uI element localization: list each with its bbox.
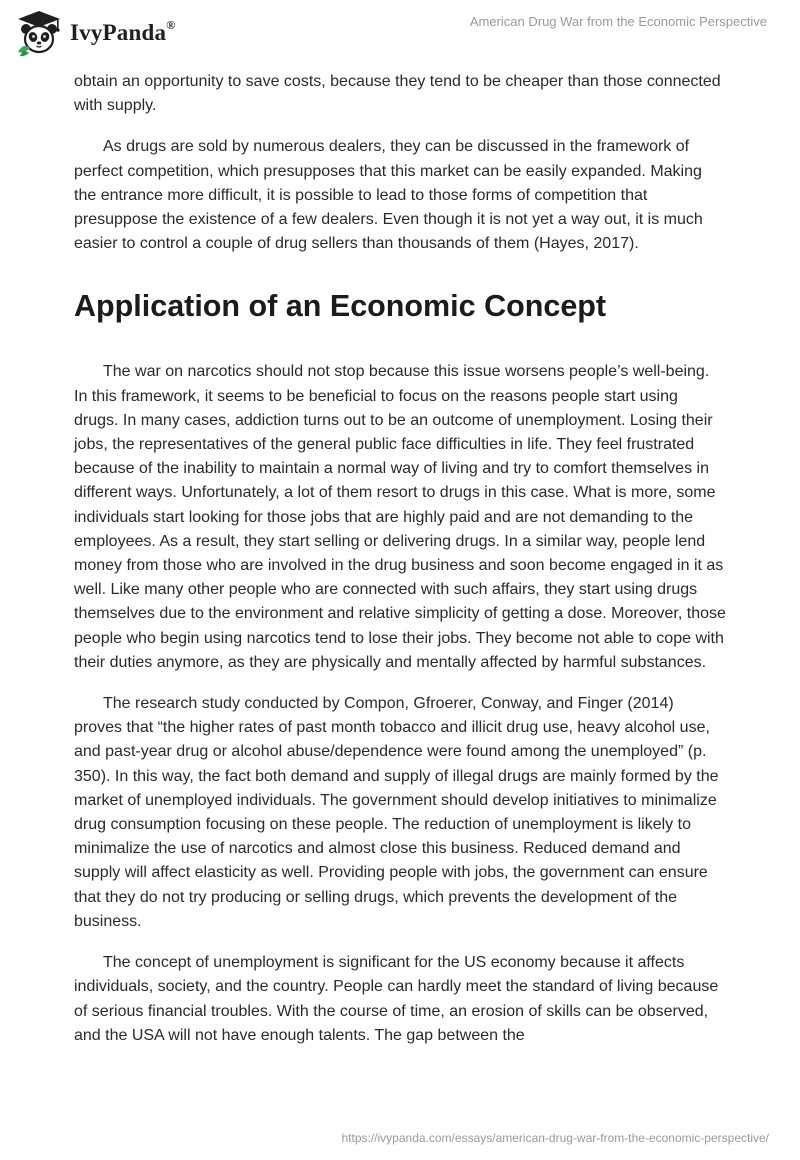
- section-heading: Application of an Economic Concept: [74, 289, 607, 324]
- source-url[interactable]: https://ivypanda.com/essays/american-drug-war-from-the-economic-perspective/: [341, 1131, 769, 1145]
- document-title: American Drug War from the Economic Perspective: [469, 14, 767, 29]
- paragraph-continued: obtain an opportunity to save costs, because they tend to be cheaper than those connected with supply.: [74, 73, 721, 115]
- paragraph-competition: As drugs are sold by numerous dealers, they can be discussed in the framework of perfect competition, which presupposes that this market can be easily expanded. Making the entrance more difficult, it is possible to lead to those forms of competition that presuppose the existence of a few dealers. Even though it is not yet a way out, it is much easier to control a couple of drug sellers than thousands of them (Hayes, 2017).: [74, 138, 703, 253]
- page-header: [0, 0, 800, 62]
- brand-name: IvyPanda®: [70, 18, 176, 45]
- essay-body: [74, 70, 726, 1065]
- paragraph-war-on-narcotics: The war on narcotics should not stop because this issue worsens people’s well-being. In this framework, it seems to be beneficial to focus on the reasons people start using drugs. In many cases, addiction turns out to be an outcome of unemployment. Losing their jobs, the representatives of the general public face difficulties in life. They feel frustrated because of the inability to maintain a normal way of living and try to comfort themselves in different ways. Unfortunately, a lot of them resort to drugs in this case. What is more, some individuals start looking for those jobs that are highly paid and are not demanding to the employees. As a result, they start selling or delivering drugs. In a similar way, people lend money from those who are involved in the drug business and soon become engaged in it as well. Like many other people who are connected with such affairs, they start using drugs themselves due to the environment and relative simplicity of getting a dose. Moreover, those people who begin using narcotics tend to lose their jobs. They become not able to cope with their duties anymore, as they are physically and mentally affected by harmful substances.: [74, 363, 726, 671]
- ivypanda-logo[interactable]: [14, 8, 175, 58]
- paragraph-unemployment-concept: The concept of unemployment is significant for the US economy because it affects individuals, society, and the country. People can hardly meet the standard of living because of serious financial troubles. With the course of time, an erosion of skills can be observed, and the USA will not have enough talents. The gap between the: [74, 954, 719, 1044]
- panda-graduate-icon: [14, 8, 64, 58]
- paragraph-research-study: The research study conducted by Compon, Gfroerer, Conway, and Finger (2014) proves that “the higher rates of past month tobacco and illicit drug use, heavy alcohol use, and past-year drug or alcohol abuse/dependence were found among the unemployed” (p. 350). In this way, the fact both demand and supply of illegal drugs are mainly formed by the market of unemployed individuals. The government should develop initiatives to minimalize drug consumption focusing on these people. The reduction of unemployment is likely to minimalize the use of narcotics and almost close this business. Reduced demand and supply will affect elasticity as well. Providing people with jobs, the government can ensure that they do not try producing or selling drugs, which prevents the development of the business.: [74, 695, 719, 930]
